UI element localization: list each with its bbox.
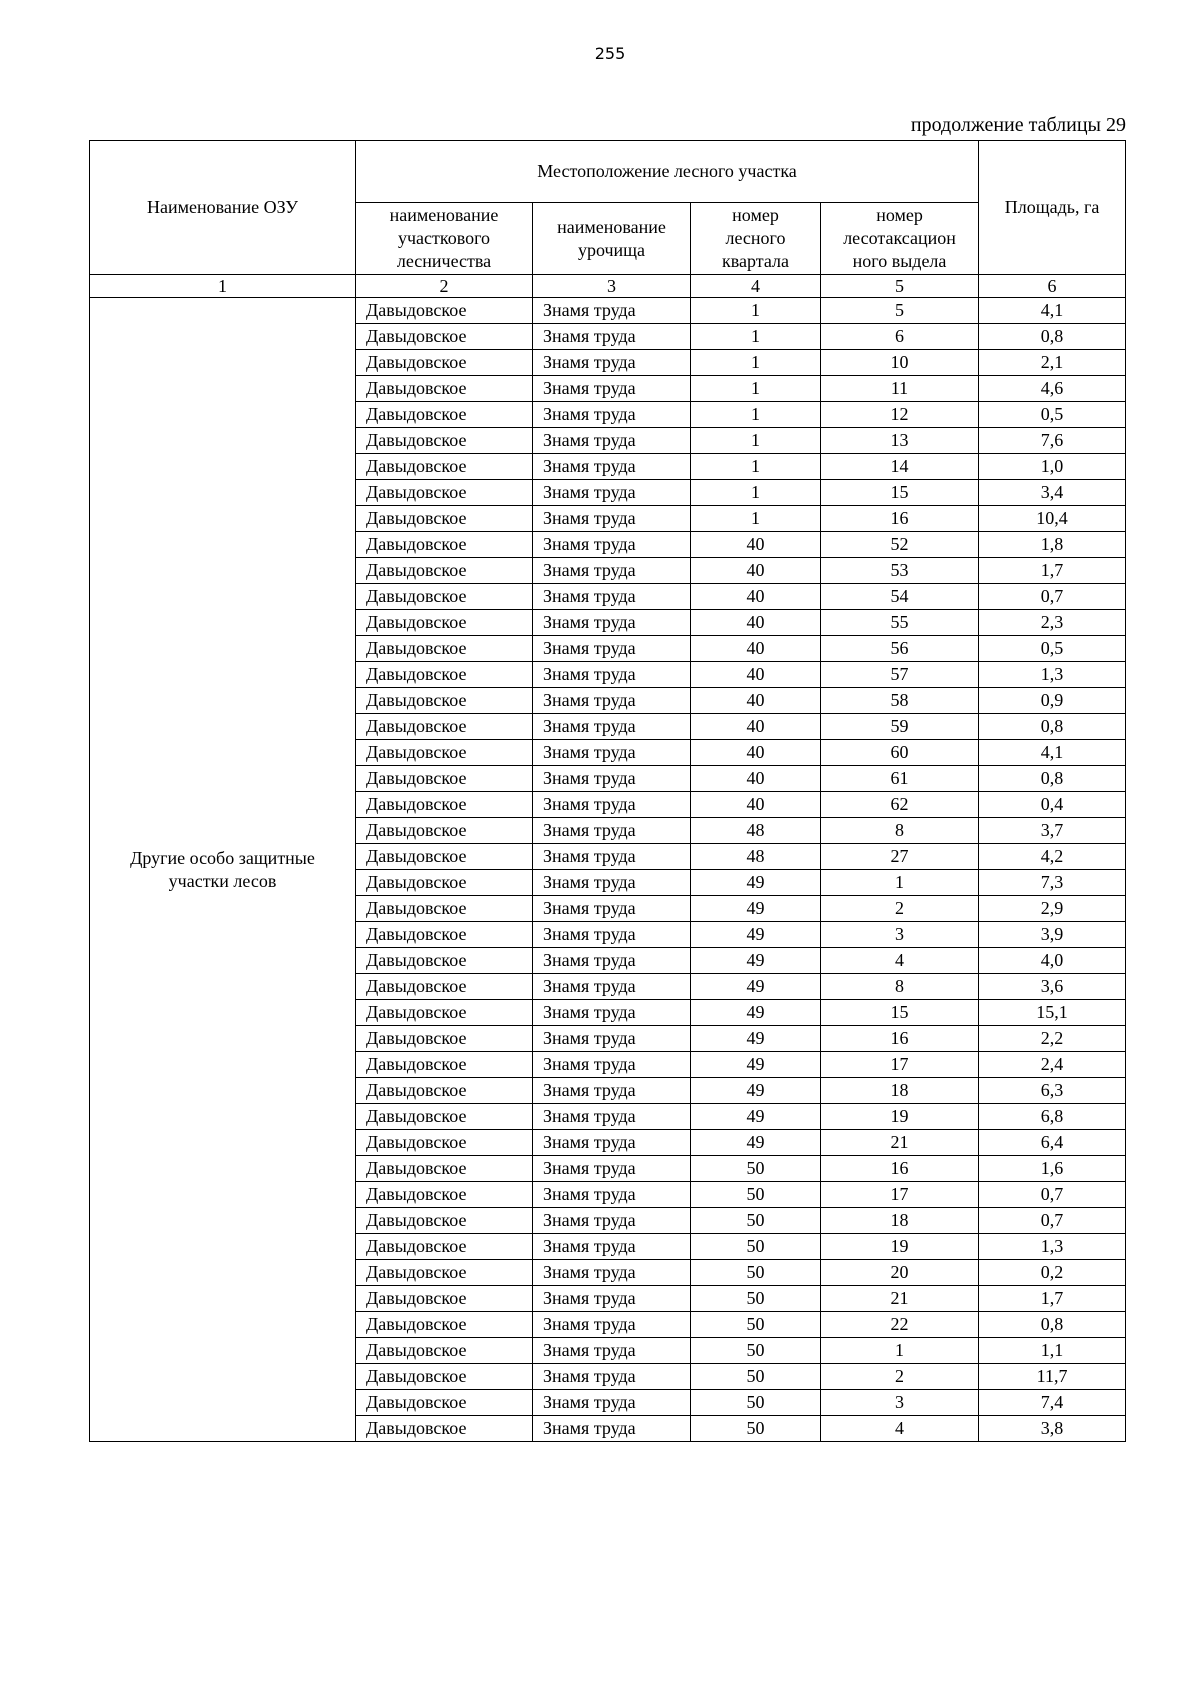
allotment-number-cell: 1 — [821, 1338, 979, 1364]
allotment-number-cell: 3 — [821, 1390, 979, 1416]
area-cell: 1,0 — [979, 454, 1126, 480]
quarter-number-cell: 1 — [691, 324, 821, 350]
forestry-district-cell: Давыдовское — [356, 636, 533, 662]
allotment-number-cell: 4 — [821, 1416, 979, 1442]
area-cell: 0,8 — [979, 714, 1126, 740]
area-cell: 3,6 — [979, 974, 1126, 1000]
area-cell: 1,7 — [979, 1286, 1126, 1312]
tract-name-cell: Знамя труда — [533, 584, 691, 610]
forestry-district-cell: Давыдовское — [356, 428, 533, 454]
forestry-district-cell: Давыдовское — [356, 1364, 533, 1390]
allotment-number-cell: 58 — [821, 688, 979, 714]
allotment-number-cell: 2 — [821, 1364, 979, 1390]
tract-name-cell: Знамя труда — [533, 1364, 691, 1390]
allotment-number-cell: 10 — [821, 350, 979, 376]
allotment-number-cell: 55 — [821, 610, 979, 636]
forestry-district-cell: Давыдовское — [356, 740, 533, 766]
column-number: 6 — [979, 275, 1126, 298]
forestry-district-cell: Давыдовское — [356, 662, 533, 688]
area-cell: 6,3 — [979, 1078, 1126, 1104]
forestry-district-cell: Давыдовское — [356, 948, 533, 974]
area-cell: 3,7 — [979, 818, 1126, 844]
allotment-number-cell: 21 — [821, 1286, 979, 1312]
quarter-number-cell: 1 — [691, 428, 821, 454]
forestry-district-cell: Давыдовское — [356, 350, 533, 376]
quarter-number-cell: 50 — [691, 1156, 821, 1182]
forestry-district-cell: Давыдовское — [356, 1026, 533, 1052]
allotment-number-cell: 17 — [821, 1182, 979, 1208]
forestry-district-cell: Давыдовское — [356, 1286, 533, 1312]
quarter-number-cell: 40 — [691, 662, 821, 688]
tract-name-cell: Знамя труда — [533, 506, 691, 532]
area-cell: 0,5 — [979, 402, 1126, 428]
allotment-number-cell: 56 — [821, 636, 979, 662]
forestry-district-cell: Давыдовское — [356, 1234, 533, 1260]
forestry-district-cell: Давыдовское — [356, 610, 533, 636]
forestry-district-cell: Давыдовское — [356, 1182, 533, 1208]
allotment-number-cell: 4 — [821, 948, 979, 974]
tract-name-cell: Знамя труда — [533, 1390, 691, 1416]
area-cell: 0,7 — [979, 1182, 1126, 1208]
column-number: 5 — [821, 275, 979, 298]
tract-name-cell: Знамя труда — [533, 1234, 691, 1260]
tract-name-cell: Знамя труда — [533, 818, 691, 844]
tract-name-cell: Знамя труда — [533, 766, 691, 792]
tract-name-cell: Знамя труда — [533, 1026, 691, 1052]
forestry-district-cell: Давыдовское — [356, 792, 533, 818]
tract-name-cell: Знамя труда — [533, 1416, 691, 1442]
area-cell: 0,5 — [979, 636, 1126, 662]
forestry-district-cell: Давыдовское — [356, 766, 533, 792]
tract-name-cell: Знамя труда — [533, 636, 691, 662]
allotment-number-cell: 61 — [821, 766, 979, 792]
forestry-district-cell: Давыдовское — [356, 558, 533, 584]
quarter-number-cell: 48 — [691, 844, 821, 870]
allotment-number-cell: 17 — [821, 1052, 979, 1078]
area-cell: 0,4 — [979, 792, 1126, 818]
quarter-number-cell: 40 — [691, 740, 821, 766]
tract-name-cell: Знамя труда — [533, 792, 691, 818]
column-number: 2 — [356, 275, 533, 298]
allotment-number-cell: 19 — [821, 1234, 979, 1260]
tract-name-cell: Знамя труда — [533, 922, 691, 948]
forestry-district-cell: Давыдовское — [356, 1312, 533, 1338]
allotment-number-cell: 11 — [821, 376, 979, 402]
quarter-number-cell: 49 — [691, 1104, 821, 1130]
quarter-number-cell: 50 — [691, 1208, 821, 1234]
forestry-district-cell: Давыдовское — [356, 584, 533, 610]
allotment-number-cell: 62 — [821, 792, 979, 818]
forestry-district-cell: Давыдовское — [356, 974, 533, 1000]
quarter-number-cell: 50 — [691, 1364, 821, 1390]
quarter-number-cell: 40 — [691, 584, 821, 610]
tract-name-cell: Знамя труда — [533, 1052, 691, 1078]
tract-name-cell: Знамя труда — [533, 896, 691, 922]
area-cell: 2,3 — [979, 610, 1126, 636]
forestry-district-cell: Давыдовское — [356, 896, 533, 922]
area-cell: 3,9 — [979, 922, 1126, 948]
column-number: 1 — [90, 275, 356, 298]
area-cell: 2,9 — [979, 896, 1126, 922]
tract-name-cell: Знамя труда — [533, 688, 691, 714]
tract-name-cell: Знамя труда — [533, 1182, 691, 1208]
tract-name-cell: Знамя труда — [533, 662, 691, 688]
area-cell: 1,3 — [979, 662, 1126, 688]
header-tract-name: наименование урочища — [533, 203, 691, 275]
forestry-district-cell: Давыдовское — [356, 480, 533, 506]
column-number: 3 — [533, 275, 691, 298]
quarter-number-cell: 49 — [691, 1130, 821, 1156]
quarter-number-cell: 40 — [691, 766, 821, 792]
tract-name-cell: Знамя труда — [533, 844, 691, 870]
header-location-group: Местоположение лесного участка — [356, 141, 979, 203]
area-cell: 0,2 — [979, 1260, 1126, 1286]
quarter-number-cell: 40 — [691, 688, 821, 714]
allotment-number-cell: 53 — [821, 558, 979, 584]
quarter-number-cell: 50 — [691, 1390, 821, 1416]
quarter-number-cell: 49 — [691, 1026, 821, 1052]
area-cell: 0,7 — [979, 1208, 1126, 1234]
quarter-number-cell: 50 — [691, 1260, 821, 1286]
quarter-number-cell: 40 — [691, 610, 821, 636]
forestry-district-cell: Давыдовское — [356, 376, 533, 402]
forestry-district-cell: Давыдовское — [356, 844, 533, 870]
forestry-district-cell: Давыдовское — [356, 1000, 533, 1026]
tract-name-cell: Знамя труда — [533, 558, 691, 584]
area-cell: 7,6 — [979, 428, 1126, 454]
allotment-number-cell: 21 — [821, 1130, 979, 1156]
quarter-number-cell: 1 — [691, 454, 821, 480]
quarter-number-cell: 1 — [691, 506, 821, 532]
quarter-number-cell: 49 — [691, 1052, 821, 1078]
forestry-district-cell: Давыдовское — [356, 870, 533, 896]
forestry-district-cell: Давыдовское — [356, 1208, 533, 1234]
quarter-number-cell: 49 — [691, 948, 821, 974]
table-body — [90, 298, 1126, 1442]
tract-name-cell: Знамя труда — [533, 1130, 691, 1156]
allotment-number-cell: 1 — [821, 870, 979, 896]
tract-name-cell: Знамя труда — [533, 1286, 691, 1312]
allotment-number-cell: 12 — [821, 402, 979, 428]
area-cell: 1,8 — [979, 532, 1126, 558]
header-forestry-district: наименование участкового лесничества — [356, 203, 533, 275]
quarter-number-cell: 1 — [691, 480, 821, 506]
area-cell: 0,8 — [979, 324, 1126, 350]
allotment-number-cell: 54 — [821, 584, 979, 610]
forestry-district-cell: Давыдовское — [356, 818, 533, 844]
header-area: Площадь, га — [979, 141, 1126, 275]
tract-name-cell: Знамя труда — [533, 532, 691, 558]
area-cell: 2,1 — [979, 350, 1126, 376]
allotment-number-cell: 60 — [821, 740, 979, 766]
area-cell: 3,8 — [979, 1416, 1126, 1442]
column-number: 4 — [691, 275, 821, 298]
allotment-number-cell: 59 — [821, 714, 979, 740]
tract-name-cell: Знамя труда — [533, 298, 691, 324]
quarter-number-cell: 49 — [691, 974, 821, 1000]
tract-name-cell: Знамя труда — [533, 610, 691, 636]
tract-name-cell: Знамя труда — [533, 402, 691, 428]
tract-name-cell: Знамя труда — [533, 428, 691, 454]
area-cell: 0,8 — [979, 1312, 1126, 1338]
quarter-number-cell: 50 — [691, 1286, 821, 1312]
forestry-district-cell: Давыдовское — [356, 506, 533, 532]
area-cell: 4,0 — [979, 948, 1126, 974]
table-continuation-label: продолжение таблицы 29 — [910, 114, 1126, 136]
quarter-number-cell: 40 — [691, 532, 821, 558]
area-cell: 1,3 — [979, 1234, 1126, 1260]
quarter-number-cell: 1 — [691, 402, 821, 428]
tract-name-cell: Знамя труда — [533, 714, 691, 740]
quarter-number-cell: 50 — [691, 1416, 821, 1442]
tract-name-cell: Знамя труда — [533, 974, 691, 1000]
tract-name-cell: Знамя труда — [533, 480, 691, 506]
area-cell: 3,4 — [979, 480, 1126, 506]
quarter-number-cell: 49 — [691, 896, 821, 922]
allotment-number-cell: 3 — [821, 922, 979, 948]
tract-name-cell: Знамя труда — [533, 740, 691, 766]
allotment-number-cell: 18 — [821, 1208, 979, 1234]
area-cell: 4,1 — [979, 298, 1126, 324]
forestry-district-cell: Давыдовское — [356, 1052, 533, 1078]
tract-name-cell: Знамя труда — [533, 1260, 691, 1286]
tract-name-cell: Знамя труда — [533, 1208, 691, 1234]
tract-name-cell: Знамя труда — [533, 1078, 691, 1104]
allotment-number-cell: 8 — [821, 818, 979, 844]
tract-name-cell: Знамя труда — [533, 948, 691, 974]
quarter-number-cell: 40 — [691, 792, 821, 818]
allotment-number-cell: 15 — [821, 1000, 979, 1026]
tract-name-cell: Знамя труда — [533, 1156, 691, 1182]
quarter-number-cell: 40 — [691, 636, 821, 662]
tract-name-cell: Знамя труда — [533, 324, 691, 350]
area-cell: 2,4 — [979, 1052, 1126, 1078]
forestry-district-cell: Давыдовское — [356, 402, 533, 428]
forestry-district-cell: Давыдовское — [356, 714, 533, 740]
allotment-number-cell: 15 — [821, 480, 979, 506]
forestry-district-cell: Давыдовское — [356, 324, 533, 350]
quarter-number-cell: 40 — [691, 714, 821, 740]
area-cell: 0,7 — [979, 584, 1126, 610]
area-cell: 10,4 — [979, 506, 1126, 532]
allotment-number-cell: 16 — [821, 1026, 979, 1052]
tract-name-cell: Знамя труда — [533, 1000, 691, 1026]
quarter-number-cell: 50 — [691, 1234, 821, 1260]
header-allotment-number: номер лесотаксацион ного выдела — [821, 203, 979, 275]
area-cell: 7,4 — [979, 1390, 1126, 1416]
forestry-district-cell: Давыдовское — [356, 1104, 533, 1130]
quarter-number-cell: 1 — [691, 298, 821, 324]
quarter-number-cell: 50 — [691, 1338, 821, 1364]
area-cell: 0,9 — [979, 688, 1126, 714]
allotment-number-cell: 16 — [821, 1156, 979, 1182]
allotment-number-cell: 18 — [821, 1078, 979, 1104]
quarter-number-cell: 48 — [691, 818, 821, 844]
forest-plots-table — [89, 140, 1126, 1442]
allotment-number-cell: 6 — [821, 324, 979, 350]
area-cell: 1,6 — [979, 1156, 1126, 1182]
allotment-number-cell: 19 — [821, 1104, 979, 1130]
quarter-number-cell: 40 — [691, 558, 821, 584]
forestry-district-cell: Давыдовское — [356, 1130, 533, 1156]
forestry-district-cell: Давыдовское — [356, 532, 533, 558]
allotment-number-cell: 22 — [821, 1312, 979, 1338]
tract-name-cell: Знамя труда — [533, 1338, 691, 1364]
forestry-district-cell: Давыдовское — [356, 1260, 533, 1286]
area-cell: 11,7 — [979, 1364, 1126, 1390]
area-cell: 4,2 — [979, 844, 1126, 870]
forestry-district-cell: Давыдовское — [356, 1078, 533, 1104]
area-cell: 6,4 — [979, 1130, 1126, 1156]
quarter-number-cell: 49 — [691, 1000, 821, 1026]
forestry-district-cell: Давыдовское — [356, 298, 533, 324]
forestry-district-cell: Давыдовское — [356, 688, 533, 714]
allotment-number-cell: 5 — [821, 298, 979, 324]
quarter-number-cell: 1 — [691, 376, 821, 402]
area-cell: 4,6 — [979, 376, 1126, 402]
allotment-number-cell: 27 — [821, 844, 979, 870]
area-cell: 0,8 — [979, 766, 1126, 792]
area-cell: 7,3 — [979, 870, 1126, 896]
tract-name-cell: Знамя труда — [533, 1312, 691, 1338]
page-number: 255 — [594, 44, 626, 63]
allotment-number-cell: 14 — [821, 454, 979, 480]
tract-name-cell: Знамя труда — [533, 350, 691, 376]
forestry-district-cell: Давыдовское — [356, 454, 533, 480]
area-cell: 1,7 — [979, 558, 1126, 584]
quarter-number-cell: 50 — [691, 1182, 821, 1208]
quarter-number-cell: 50 — [691, 1312, 821, 1338]
allotment-number-cell: 57 — [821, 662, 979, 688]
area-cell: 4,1 — [979, 740, 1126, 766]
allotment-number-cell: 16 — [821, 506, 979, 532]
quarter-number-cell: 49 — [691, 870, 821, 896]
forestry-district-cell: Давыдовское — [356, 922, 533, 948]
header-quarter-number: номер лесного квартала — [691, 203, 821, 275]
forestry-district-cell: Давыдовское — [356, 1338, 533, 1364]
forestry-district-cell: Давыдовское — [356, 1416, 533, 1442]
allotment-number-cell: 52 — [821, 532, 979, 558]
column-number-row — [90, 275, 1126, 298]
quarter-number-cell: 1 — [691, 350, 821, 376]
tract-name-cell: Знамя труда — [533, 454, 691, 480]
forestry-district-cell: Давыдовское — [356, 1156, 533, 1182]
tract-name-cell: Знамя труда — [533, 376, 691, 402]
allotment-number-cell: 20 — [821, 1260, 979, 1286]
tract-name-cell: Знамя труда — [533, 1104, 691, 1130]
area-cell: 15,1 — [979, 1000, 1126, 1026]
area-cell: 2,2 — [979, 1026, 1126, 1052]
allotment-number-cell: 8 — [821, 974, 979, 1000]
group-name-cell: Другие особо защитные участки лесов — [90, 298, 356, 1442]
forestry-district-cell: Давыдовское — [356, 1390, 533, 1416]
area-cell: 1,1 — [979, 1338, 1126, 1364]
quarter-number-cell: 49 — [691, 1078, 821, 1104]
quarter-number-cell: 49 — [691, 922, 821, 948]
allotment-number-cell: 13 — [821, 428, 979, 454]
tract-name-cell: Знамя труда — [533, 870, 691, 896]
allotment-number-cell: 2 — [821, 896, 979, 922]
header-ozu-name: Наименование ОЗУ — [90, 141, 356, 275]
table-row — [90, 298, 1126, 324]
area-cell: 6,8 — [979, 1104, 1126, 1130]
